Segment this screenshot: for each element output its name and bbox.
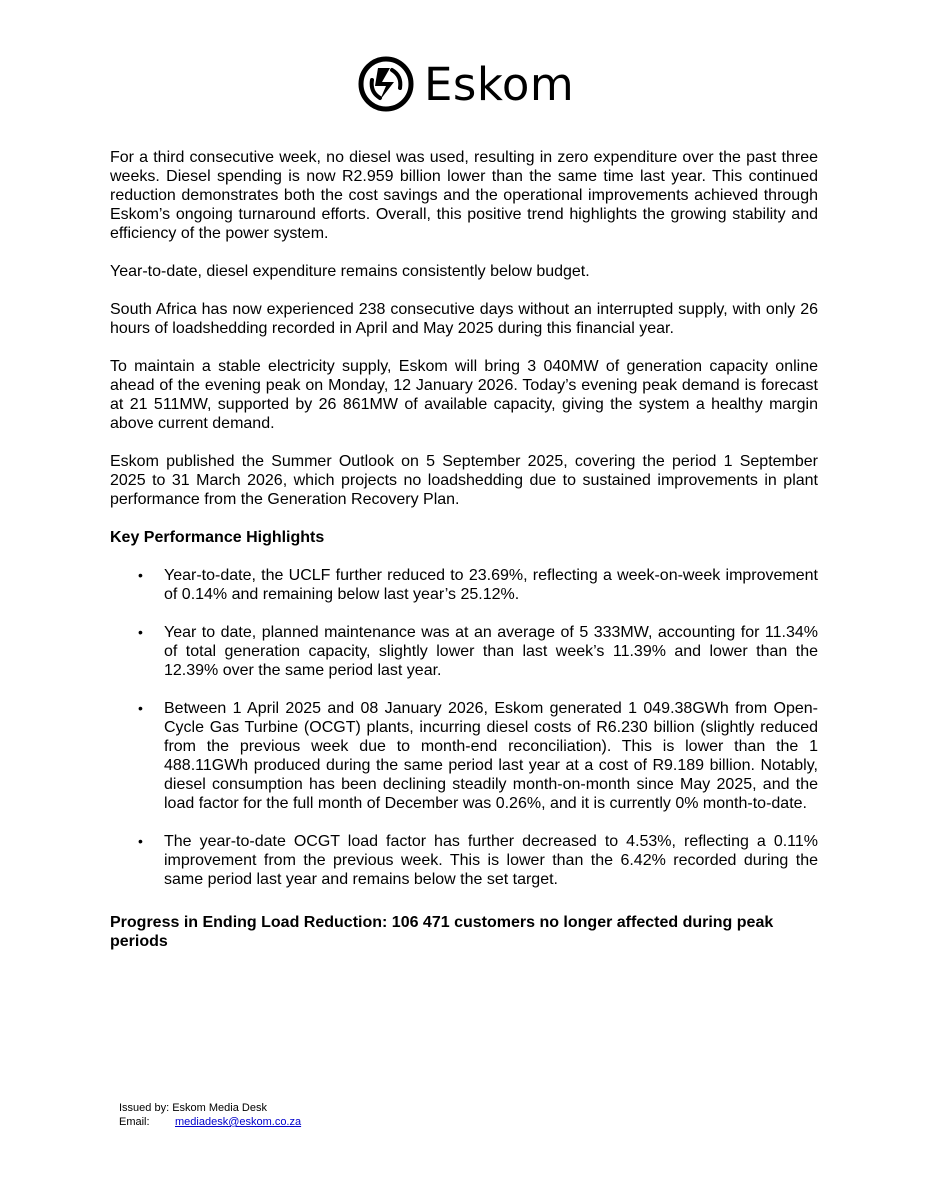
highlights-heading: Key Performance Highlights [110, 529, 325, 546]
list-item [110, 623, 818, 680]
highlight-text: Year-to-date, the UCLF further reduced to 23.69%, reflecting a week-on-week improvement of 0.14% and remaining below last year’s 25.12%. [164, 567, 818, 603]
highlights-list [110, 566, 818, 889]
bullet-icon: • [138, 833, 143, 849]
issued-by: Issued by: Eskom Media Desk [119, 1102, 267, 1114]
highlight-text: The year-to-date OCGT load factor has further decreased to 4.53%, reflecting a 0.11% improvement from the previous week. This is lower than the 6.42% recorded during the same period last year and remains below the set target. [164, 833, 818, 888]
footer [119, 1101, 301, 1129]
list-item [110, 566, 818, 604]
bullet-icon: • [138, 624, 143, 640]
paragraph-budget: Year-to-date, diesel expenditure remains consistently below budget. [110, 263, 590, 280]
email-label: Email: [119, 1116, 150, 1128]
email-link[interactable]: mediadesk@eskom.co.za [175, 1116, 302, 1128]
paragraph-capacity: To maintain a stable electricity supply, Eskom will bring 3 040MW of generation capacity online ahead of the evening peak on Monday, 12 January 2026. Today’s evening peak demand is forecast at 21 511MW, supported by 26 861MW of available capacity, giving the system a healthy margin above current demand. [110, 358, 818, 432]
bullet-icon: • [138, 700, 143, 716]
eskom-logo [358, 56, 574, 112]
bullet-icon: • [138, 567, 143, 583]
progress-heading: Progress in Ending Load Reduction: 106 471 customers no longer affected during peak periods [110, 914, 774, 950]
list-item [110, 699, 818, 813]
logo-wordmark: Eskom [424, 57, 575, 111]
paragraph-summer-outlook: Eskom published the Summer Outlook on 5 September 2025, covering the period 1 September 2025 to 31 March 2026, which projects no loadshedding due to sustained improvements in plant performance from the Generation Recovery Plan. [110, 453, 818, 508]
paragraph-diesel: For a third consecutive week, no diesel was used, resulting in zero expenditure over the past three weeks. Diesel spending is now R2.959 billion lower than the same time last year. This continued reduction demonstrates both the cost savings and the operational improvements achieved through Eskom’s ongoing turnaround efforts. Overall, this positive trend highlights the growing stability and efficiency of the power system. [110, 149, 818, 242]
email-row [119, 1115, 301, 1129]
paragraph-supply-days: South Africa has now experienced 238 consecutive days without an interrupted supply, with only 26 hours of loadshedding recorded in April and May 2025 during this financial year. [110, 301, 818, 337]
list-item [110, 832, 818, 889]
highlight-text: Between 1 April 2025 and 08 January 2026, Eskom generated 1 049.38GWh from Open-Cycle Gas Turbine (OCGT) plants, incurring diesel costs of R6.230 billion (slightly reduced from the previous week due to month-end reconciliation). This is lower than the 1 488.11GWh produced during the same period last year at a cost of R9.189 billion. Notably, diesel consumption has been declining steadily month-on-month since May 2025, and the load factor for the full month of December was 0.26%, and it is currently 0% month-to-date. [164, 700, 818, 812]
press-release-body [110, 148, 818, 970]
eskom-emblem-icon [358, 56, 414, 112]
highlight-text: Year to date, planned maintenance was at an average of 5 333MW, accounting for 11.34% of total generation capacity, slightly lower than last week’s 11.39% and lower than the 12.39% over the same period last year. [164, 624, 818, 679]
